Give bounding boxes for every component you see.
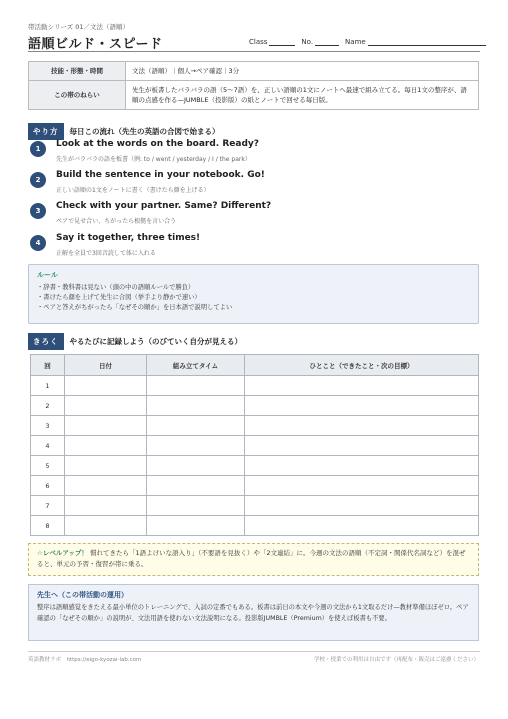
table-row: [31, 396, 479, 416]
step-japanese: 先生がバラバラの語を板書（例: to / went / yesterday / I / the park）: [56, 156, 251, 163]
comment-cell[interactable]: [245, 396, 479, 416]
step-number: 4: [30, 235, 46, 251]
table-row: [31, 436, 479, 456]
date-cell[interactable]: [65, 396, 147, 416]
comment-cell[interactable]: [245, 416, 479, 436]
table-row: [31, 516, 479, 536]
rule-item: ・書けたら顔を上げて先生に合図（挙手より静かで速い）: [37, 293, 201, 301]
footer-usage-note: 学校・授業での利用は自由です（再配布・販売はご遠慮ください）: [313, 657, 479, 663]
rules-heading: ルール: [37, 271, 58, 279]
teacher-note-heading: 先生へ（この帯活動の運用）: [37, 591, 128, 599]
record-header-row: [31, 355, 479, 376]
time-cell[interactable]: [147, 416, 245, 436]
time-cell[interactable]: [147, 496, 245, 516]
date-cell[interactable]: [65, 516, 147, 536]
class-field[interactable]: [269, 38, 295, 46]
round-number: 8: [31, 516, 65, 536]
step-english: Say it together, three times!: [56, 233, 201, 243]
comment-cell[interactable]: [245, 376, 479, 396]
info-row-aim: [29, 81, 479, 110]
date-cell[interactable]: [65, 376, 147, 396]
round-number: 5: [31, 456, 65, 476]
date-cell[interactable]: [65, 416, 147, 436]
step-number: 2: [30, 172, 46, 188]
table-row: [31, 456, 479, 476]
record-table: [30, 354, 479, 536]
step-english: Build the sentence in your notebook. Go!: [56, 170, 265, 180]
round-number: 4: [31, 436, 65, 456]
col-header-date: 日付: [65, 355, 147, 376]
flow-title: 毎日この流れ（先生の英語の合図で始まる）: [69, 127, 220, 136]
level-up-label: ☆レベルアップ！: [37, 549, 88, 557]
table-row: [31, 496, 479, 516]
info-value: 文法（語順）｜個人→ペア確認｜3分: [126, 62, 479, 81]
name-field[interactable]: [368, 38, 486, 46]
rule-item: ・辞書・教科書は見ない（頭の中の語順ルールで勝負）: [37, 284, 195, 291]
activity-info-table: [28, 61, 479, 110]
class-label: Class: [249, 38, 268, 46]
step-japanese: 正しい語順の1文をノートに書く（書けたら顔を上げる）: [56, 187, 210, 194]
teacher-note-box: [28, 584, 479, 641]
step-number: 1: [30, 141, 46, 157]
name-label: Name: [345, 38, 366, 46]
series-label: 帯活動シリーズ 01／文法（語順）: [28, 23, 130, 31]
step-english: Look at the words on the board. Ready?: [56, 139, 259, 149]
round-number: 7: [31, 496, 65, 516]
col-header-comment: ひとこと（できたこと・次の目標）: [245, 355, 479, 376]
student-info-fields: [249, 38, 486, 46]
round-number: 6: [31, 476, 65, 496]
header-divider: [28, 51, 480, 52]
time-cell[interactable]: [147, 436, 245, 456]
date-cell[interactable]: [65, 436, 147, 456]
table-row: [31, 376, 479, 396]
footer-divider: [28, 651, 480, 652]
record-tag: きろく: [28, 333, 64, 350]
date-cell[interactable]: [65, 476, 147, 496]
teacher-note-text: 整序は語順感覚をきたえる最小単位のトレーニングで、入試の定番でもある。板書は前日の本文や今週の文法から1文取るだけ—教材準備ほぼゼロ。ペア確認の「なぜその順か」の説明が、文法用語を使わない文法説明になる。投影版JUMBLE（Premium）を使えば板書も不要。: [37, 604, 469, 622]
date-cell[interactable]: [65, 456, 147, 476]
round-number: 1: [31, 376, 65, 396]
comment-cell[interactable]: [245, 456, 479, 476]
round-number: 2: [31, 396, 65, 416]
comment-cell[interactable]: [245, 436, 479, 456]
level-up-box: [28, 543, 479, 576]
time-cell[interactable]: [147, 456, 245, 476]
info-key: 技能・形態・時間: [29, 62, 126, 81]
comment-cell[interactable]: [245, 476, 479, 496]
round-number: 3: [31, 416, 65, 436]
date-cell[interactable]: [65, 496, 147, 516]
time-cell[interactable]: [147, 516, 245, 536]
table-row: [31, 476, 479, 496]
time-cell[interactable]: [147, 396, 245, 416]
flow-tag: やり方: [28, 123, 64, 140]
rule-item: ・ペアと答えがちがったら「なぜその順か」を日本語で説明してよい: [37, 303, 233, 311]
time-cell[interactable]: [147, 376, 245, 396]
record-title: やるたびに記録しよう（のびていく自分が見える）: [69, 337, 242, 346]
page-title: 語順ビルド・スピード: [28, 37, 163, 52]
table-row: [31, 416, 479, 436]
col-header-round: 回: [31, 355, 65, 376]
info-row-skill: [29, 62, 479, 81]
rules-box: [28, 264, 479, 324]
flow-section-header: [28, 123, 220, 140]
level-up-text: 慣れてきたら「1語よけいな語入り」（不要語を見抜く）や「2文連結」に。今週の文法の語順（不定詞・関係代名詞など）を混ぜると、単元の予習・復習が帯に乗る。: [37, 549, 466, 569]
footer-site: 英語教材ラボ https://eigo-kyozai-lab.com: [28, 657, 142, 663]
comment-cell[interactable]: [245, 496, 479, 516]
step-japanese: ペアで見せ合い、ちがったら根拠を言い合う: [56, 218, 177, 225]
number-field[interactable]: [315, 38, 339, 46]
step-number: 3: [30, 203, 46, 219]
step-japanese: 正解を全員で3回音読して体に入れる: [56, 250, 156, 257]
no-label: No.: [301, 38, 314, 46]
info-value: 先生が板書したバラバラの語（5〜7語）を、正しい語順の1文にノートへ最速で組み立てる。毎日1文の整序が、語順の点感を作る—JUMBLE（投影版）の紙とノートで回せる毎日版。: [126, 81, 479, 110]
comment-cell[interactable]: [245, 516, 479, 536]
step-english: Check with your partner. Same? Different?: [56, 201, 272, 211]
record-section-header: [28, 333, 242, 350]
col-header-time: 組み立てタイム: [147, 355, 245, 376]
info-key: この帯のねらい: [29, 81, 126, 110]
time-cell[interactable]: [147, 476, 245, 496]
